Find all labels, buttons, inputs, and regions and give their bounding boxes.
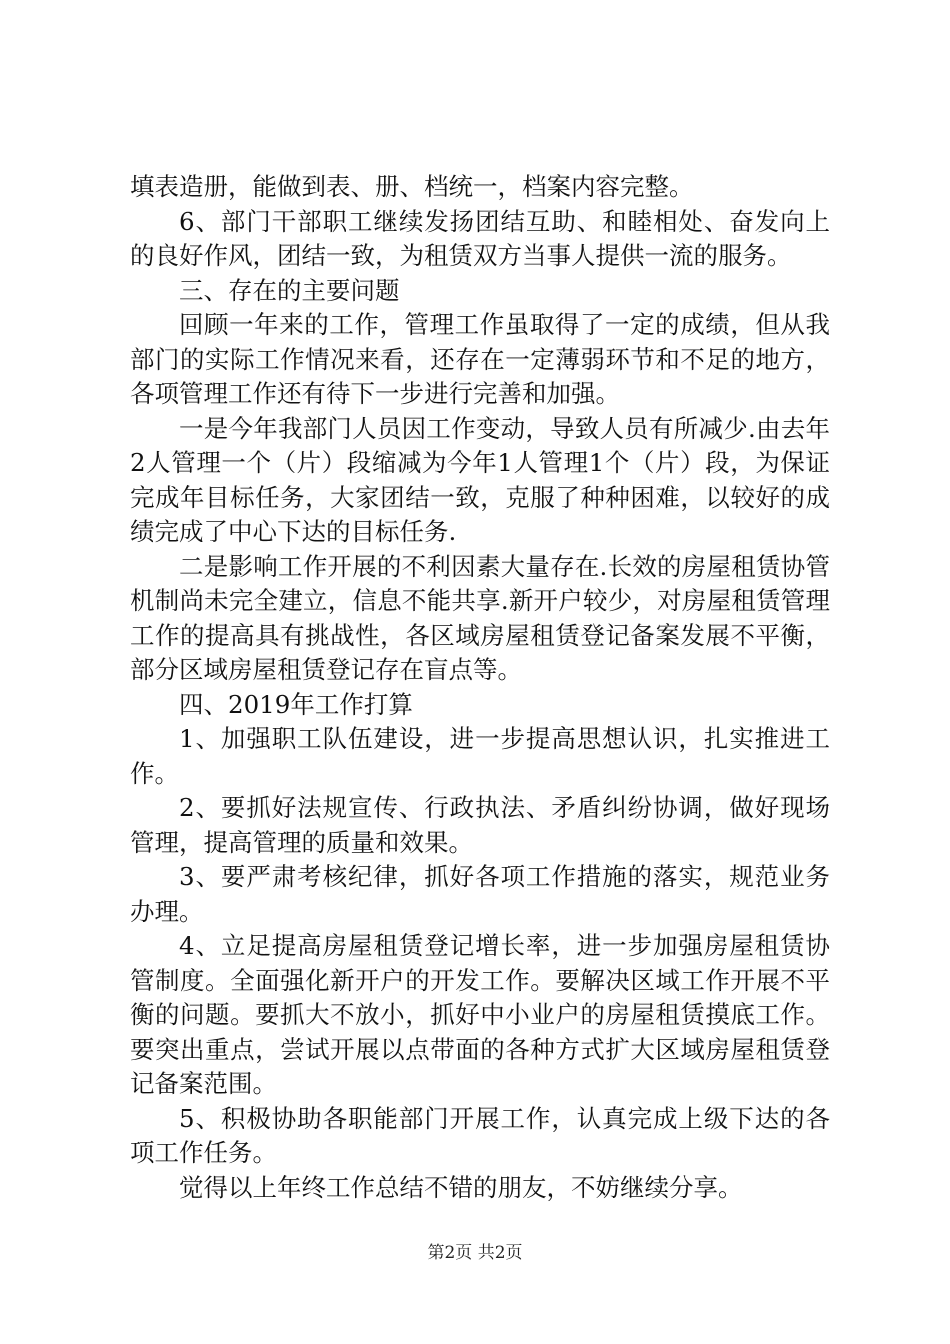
paragraph-plan-4: 4、立足提高房屋租赁登记增长率，进一步加强房屋租赁协管制度。全面强化新开户的开发工作。要解决区域工作开展不平衡的问题。要抓大不放小，抓好中小业户的房屋租赁摸底工作。要突出重点，尝试开展以点带面的各种方式扩大区域房屋租赁登记备案范围。: [130, 931, 830, 1098]
paragraph-closing: 觉得以上年终工作总结不错的朋友，不妨继续分享。: [179, 1172, 743, 1202]
paragraph-continuation: 填表造册，能做到表、册、档统一，档案内容完整。: [130, 172, 694, 201]
paragraph-review: 回顾一年来的工作，管理工作虽取得了一定的成绩，但从我部门的实际工作情况来看，还存在一定薄弱环节和不足的地方，各项管理工作还有待下一步进行完善和加强。: [130, 310, 830, 408]
paragraph-problem-2: 二是影响工作开展的不利因素大量存在.长效的房屋租赁协管机制尚未完全建立，信息不能共享.新开户较少，对房屋租赁管理工作的提高具有挑战性，各区域房屋租赁登记备案发展不平衡，部分区域房屋租赁登记存在盲点等。: [130, 551, 830, 684]
section-heading-4: 四、2019年工作打算: [179, 689, 413, 719]
document-body: [130, 170, 830, 1205]
page-number-footer: 第2页 共2页: [427, 1243, 523, 1263]
section-heading-3: 三、存在的主要问题: [179, 275, 400, 305]
paragraph-problem-1: 一是今年我部门人员因工作变动，导致人员有所减少.由去年2人管理一个（片）段缩减为今年1人管理1个（片）段，为保证完成年目标任务，大家团结一致，克服了种种困难，以较好的成绩完成了中心下达的目标任务.: [130, 413, 830, 546]
paragraph-plan-5: 5、积极协助各职能部门开展工作，认真完成上级下达的各项工作任务。: [130, 1103, 830, 1167]
paragraph-plan-2: 2、要抓好法规宣传、行政执法、矛盾纠纷协调，做好现场管理，提高管理的质量和效果。: [130, 793, 830, 857]
paragraph-plan-1: 1、加强职工队伍建设，进一步提高思想认识，扎实推进工作。: [130, 724, 830, 788]
paragraph-item-6: 6、部门干部职工继续发扬团结互助、和睦相处、奋发向上的良好作风，团结一致，为租赁双方当事人提供一流的服务。: [130, 206, 830, 270]
paragraph-plan-3: 3、要严肃考核纪律，抓好各项工作措施的落实，规范业务办理。: [130, 862, 830, 926]
